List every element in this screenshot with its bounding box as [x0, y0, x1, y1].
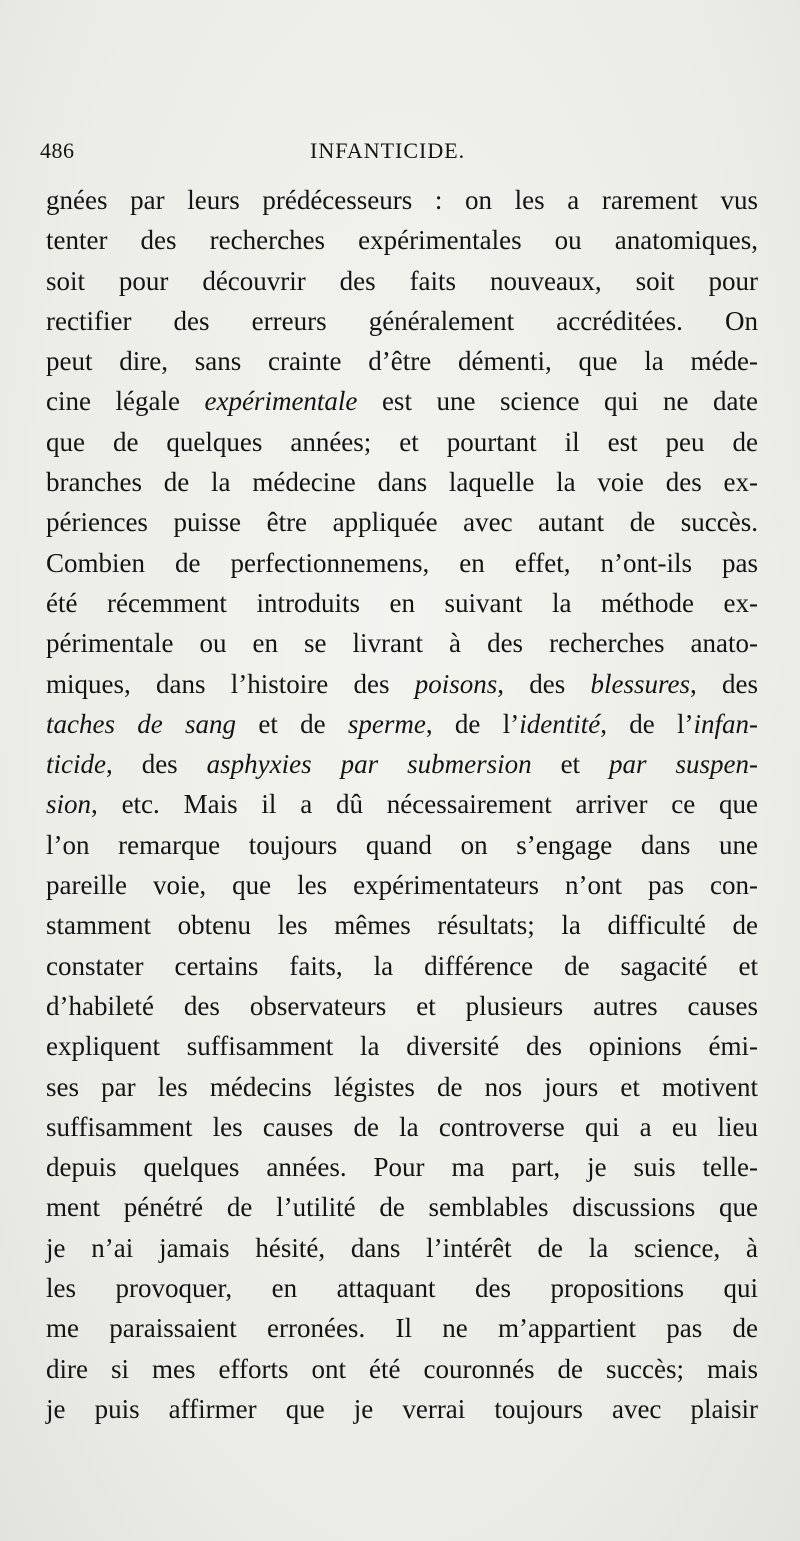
- text-line: d’habileté des observateurs et plusieurs autres causes: [46, 990, 758, 1021]
- text-line: cine légale expérimentale est une science qui ne date: [46, 386, 758, 417]
- text-line: je puis affirmer que je verrai toujours avec plaisir: [46, 1393, 758, 1424]
- text-line: ment pénétré de l’utilité de semblables discussions que: [46, 1192, 758, 1223]
- running-head: INFANTICIDE.: [310, 138, 466, 163]
- text-line: sion, etc. Mais il a dû nécessairement arriver ce que: [46, 789, 758, 820]
- text-line: que de quelques années; et pourtant il est peu de: [46, 426, 758, 457]
- body-text: [46, 180, 758, 1429]
- text-line: expliquent suffisamment la diversité des opinions émi-: [46, 1031, 758, 1062]
- text-line: périences puisse être appliquée avec autant de succès.: [46, 507, 758, 538]
- text-line: été récemment introduits en suivant la méthode ex-: [46, 587, 758, 618]
- text-line: rectifier des erreurs généralement accréditées. On: [46, 305, 758, 336]
- text-line: suffisamment les causes de la controverse qui a eu lieu: [46, 1111, 758, 1142]
- page-number: 486: [40, 138, 75, 163]
- page-header: [40, 138, 690, 168]
- text-line: branches de la médecine dans laquelle la voie des ex-: [46, 467, 758, 498]
- text-line: ticide, des asphyxies par submersion et par suspen-: [46, 749, 758, 780]
- text-line: me paraissaient erronées. Il ne m’appartient pas de: [46, 1313, 758, 1344]
- text-line: miques, dans l’histoire des poisons, des blessures, des: [46, 668, 758, 699]
- text-line: gnées par leurs prédécesseurs : on les a rarement vus: [46, 185, 758, 215]
- text-line: tenter des recherches expérimentales ou anatomiques,: [46, 225, 758, 256]
- text-line: peut dire, sans crainte d’être démenti, que la méde-: [46, 346, 758, 377]
- text-line: dire si mes efforts ont été couronnés de succès; mais: [46, 1353, 758, 1384]
- text-line: taches de sang et de sperme, de l’identité, de l’infan-: [46, 708, 758, 739]
- text-line: pareille voie, que les expérimentateurs n’ont pas con-: [46, 870, 758, 901]
- text-line: stamment obtenu les mêmes résultats; la difficulté de: [46, 910, 758, 941]
- text-line: Combien de perfectionnemens, en effet, n’ont-ils pas: [46, 547, 758, 578]
- text-line: constater certains faits, la différence de sagacité et: [46, 950, 758, 981]
- text-line: je n’ai jamais hésité, dans l’intérêt de la science, à: [46, 1232, 758, 1263]
- text-line: périmentale ou en se livrant à des recherches anato-: [46, 628, 758, 659]
- text-line: soit pour découvrir des faits nouveaux, soit pour: [46, 265, 758, 296]
- text-line: les provoquer, en attaquant des propositions qui: [46, 1273, 758, 1304]
- text-line: depuis quelques années. Pour ma part, je suis telle-: [46, 1152, 758, 1183]
- text-line: ses par les médecins légistes de nos jours et motivent: [46, 1071, 758, 1102]
- text-line: l’on remarque toujours quand on s’engage dans une: [46, 829, 758, 860]
